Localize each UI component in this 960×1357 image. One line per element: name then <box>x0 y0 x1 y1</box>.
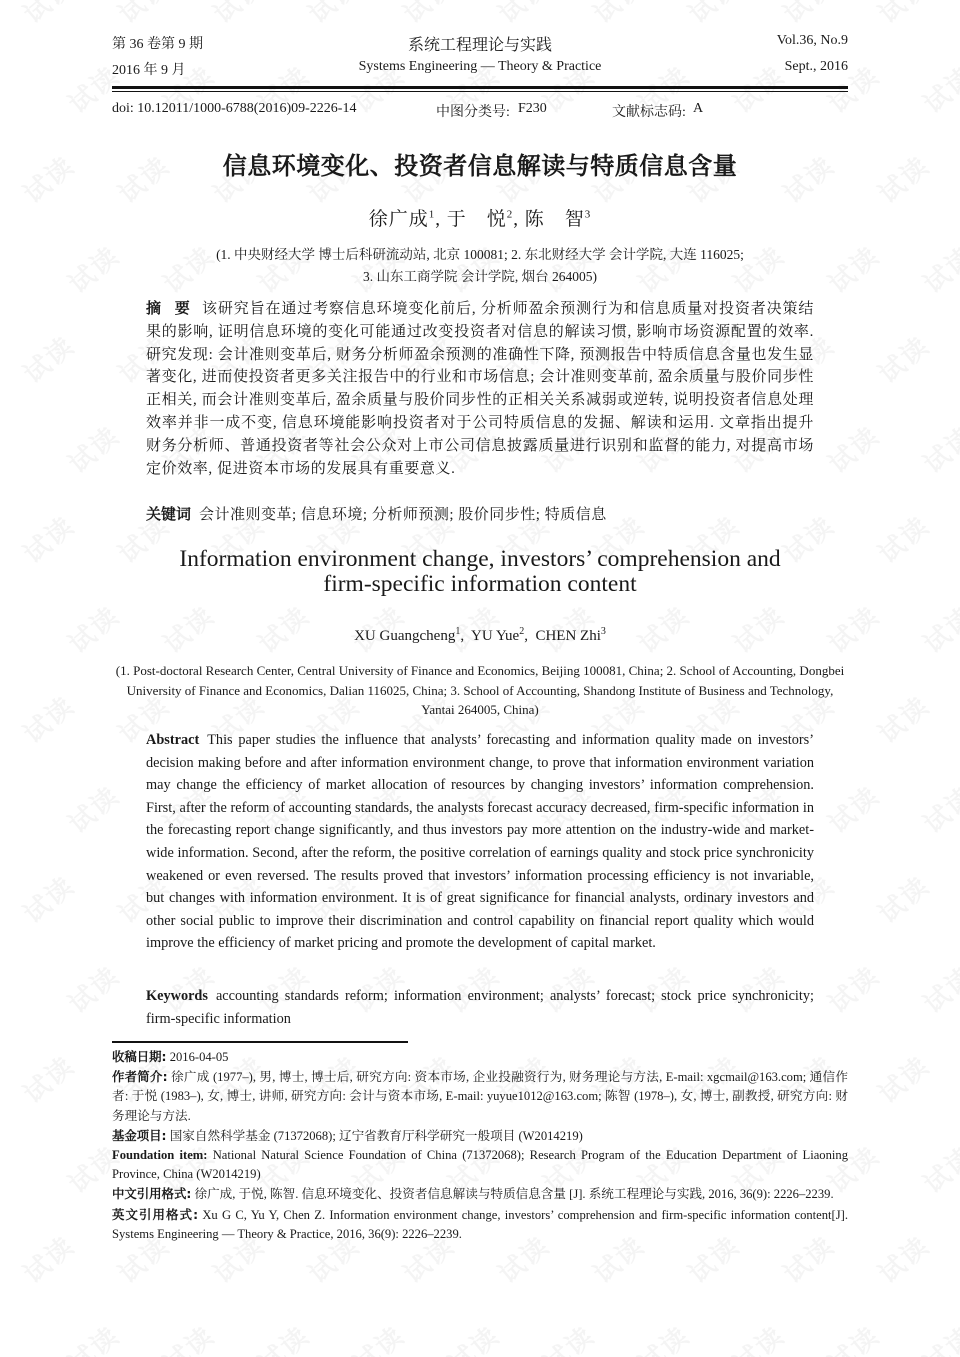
date-cn: 2016 年 9 月 <box>112 63 186 78</box>
journal-name-en: Systems Engineering — Theory & Practice <box>358 59 602 74</box>
keywords-en <box>146 985 814 1030</box>
watermark-text <box>15 866 82 930</box>
watermark-text <box>915 956 960 1020</box>
author-cn: 于 悦 <box>446 209 507 230</box>
watermark-text <box>870 1046 937 1110</box>
watermark-text <box>205 0 272 31</box>
watermark-text <box>250 1316 317 1357</box>
abstract-cn-label: 摘 要 <box>146 299 195 317</box>
keywords-cn-label: 关键词 <box>146 505 192 523</box>
watermark-text <box>820 956 887 1020</box>
watermark-text <box>915 596 960 660</box>
author-en: CHEN Zhi <box>535 628 601 644</box>
watermark-text <box>60 776 127 840</box>
watermark-text <box>630 1316 697 1357</box>
footnotes <box>112 1047 848 1244</box>
watermark-text <box>870 506 937 570</box>
watermark-text <box>870 1226 937 1290</box>
watermark-text <box>820 416 887 480</box>
watermark-text <box>15 1046 82 1110</box>
watermark-text <box>440 1316 507 1357</box>
abstract-cn-text: 该研究旨在通过考察信息环境变化前后, 分析师盈余预测行为和信息质量对投资者决策结果的影响, 证明信息环境的变化可能通过改变投资者对信息的解读习惯, 影响市场资源配置的效率. 研究发现: 会计准则变革后, 财务分析师盈余预测的准确性下降, 预测报告中特质信息含量也发生显著变化, 进而使投资者更多关注报告中的行业和市场信息; 会计准则变革前, 盈余质量与股价同步性正相关, 而会计准则变革后, 盈余质量与股价同步性的正相关关系减弱或逆转, 说明投资者信息处理效率并非一成不变, 信息环境能影响投资者对于公司特质信息的发掘、解读和运用. 文章指出提升财务分析师、普通投资者等社会公众对上市公司信息披露质量进行识别和监督的能力, 对提高市场定价效率, 促进资本市场的发展具有重要意义. <box>146 301 814 477</box>
watermark-text <box>870 866 937 930</box>
affiliations-en: (1. Post-doctoral Research Center, Central University of Finance and Economics, Beijing 100081, China; 2. School of Accounting, Dongbei University of Finance and Economics, Dalian 116025, China; 3. School of Accounting, Shandong Institute of Business and Technology, Yantai 264005, China) <box>115 663 845 717</box>
watermark-text <box>870 146 937 210</box>
watermark-text <box>15 326 82 390</box>
doi: doi: 10.12011/1000-6788(2016)09-2226-14 <box>112 101 357 116</box>
clc-label: 中图分类号: <box>436 105 510 120</box>
affiliations-cn <box>112 244 848 288</box>
watermark-text <box>395 0 462 31</box>
watermark-text <box>15 686 82 750</box>
watermark-text <box>870 326 937 390</box>
watermark-text <box>60 1316 127 1357</box>
date-en: Sept., 2016 <box>784 59 848 74</box>
footnote-fund: 基金项目: 国家自然科学基金 (71372068); 辽宁省教育厅科学研究一般项目 (W2014219) <box>112 1127 583 1143</box>
keywords-cn-text: 会计准则变革; 信息环境; 分析师预测; 股价同步性; 特质信息 <box>199 507 607 523</box>
header-rule-thin <box>112 91 848 92</box>
clc-value: F230 <box>518 101 547 116</box>
watermark-text <box>870 0 937 31</box>
author-en: YU Yue <box>471 628 520 644</box>
doc-code-label: 文献标志码: <box>612 105 686 120</box>
watermark-text <box>915 1316 960 1357</box>
abstract-en-text: This paper studies the influence that analysts’ forecasting and information quality made on investors’ decision making before and after information environment change, to prove that information environment variation may change the efficiency of market allocation of resources by changing investors’ information comprehension. First, after the reform of accounting standards, the analysts forecast accuracy decreased, firm-specific information in the forecasting report change significantly, and thus investors pay more attention on the industry-wide and market-wide information. Second, after the reform, the positive correlation of earnings quality and stock price synchronicity weakened or even reversed. The results proved that investors’ information processing efficiency is not invariable, but changes with information environment. It is of great significance for financial analysts, ordinary investors and other social public to improve their discrimination and control capability on financial report quality which would improve the efficiency of market pricing and promote the development of capital market. <box>146 732 814 952</box>
author-en: XU Guangcheng <box>354 628 456 644</box>
watermark-text <box>775 0 842 31</box>
author-cn: 陈 智 <box>524 209 585 230</box>
watermark-text <box>820 1316 887 1357</box>
author-cn: 徐广成 <box>368 209 429 230</box>
footnote-rule <box>112 1041 408 1043</box>
watermark-text <box>15 0 82 31</box>
footnote-citation-cn: 中文引用格式: 徐广成, 于悦, 陈智. 信息环境变化、投资者信息解读与特质信息含量 [J]. 系统工程理论与实践, 2016, 36(9): 2226–2239. <box>112 1186 834 1202</box>
title-en <box>102 547 858 597</box>
title-en-line-2: firm-specific information content <box>323 571 637 597</box>
watermark-text <box>870 686 937 750</box>
watermark-text <box>820 776 887 840</box>
watermark-text <box>15 146 82 210</box>
watermark-text <box>155 1316 222 1357</box>
watermark-text <box>15 1226 82 1290</box>
watermark-text <box>915 776 960 840</box>
header-rule-thick <box>112 86 848 89</box>
watermark-text <box>915 56 960 120</box>
volume-issue-en: Vol.36, No.9 <box>776 33 848 48</box>
abstract-cn <box>146 297 814 480</box>
watermark-text <box>300 0 367 31</box>
keywords-en-label: Keywords <box>146 988 208 1004</box>
abstract-en <box>146 729 814 955</box>
title-en-line-1: Information environment change, investors’ comprehension and <box>179 546 781 572</box>
watermark-text <box>915 236 960 300</box>
watermark-text <box>60 416 127 480</box>
authors-en: XU Guangcheng$^1$, YU Yue$^2$, CHEN Zhi$^3$ <box>354 626 606 644</box>
watermark-text <box>15 506 82 570</box>
keywords-en-text: accounting standards reform; information environment; analysts’ forecast; stock price synchronicity; firm-specific information <box>146 988 814 1027</box>
watermark-text <box>345 1316 412 1357</box>
doc-code-value: A <box>693 101 704 116</box>
journal-name-cn: 系统工程理论与实践 <box>407 37 552 54</box>
abstract-en-label: Abstract <box>146 732 200 748</box>
volume-issue-cn: 第 36 卷第 9 期 <box>112 37 203 52</box>
watermark-text <box>680 0 747 31</box>
footnote-received: 收稿日期: 2016-04-05 <box>112 1049 229 1064</box>
watermark-text <box>110 0 177 31</box>
watermark-text <box>585 0 652 31</box>
affiliation-cn-line-2: 3. 山东工商学院 会计学院, 烟台 264005) <box>363 269 597 284</box>
watermark-text <box>915 1136 960 1200</box>
keywords-cn <box>146 503 814 524</box>
footnote-author-bio: 作者简介: 徐广成 (1977–), 男, 博士, 博士后, 研究方向: 资本市场, 企业投融资行为, 财务理论与方法, E-mail: xgcmail@163.com; 通信作者: 于悦 (1983–), 女, 博士, 讲师, 研究方向: 会计与资本市场, E-mail: yuyue1012@163.com; 陈智 (1978–), 女, 博士, 副教授, 研究方向: 财务理论与方法. <box>112 1069 848 1123</box>
affiliation-cn-line-1: (1. 中央财经大学 博士后科研流动站, 北京 100081; 2. 东北财经大学 会计学院, 大连 116025; <box>216 247 744 262</box>
watermark-text <box>915 416 960 480</box>
watermark-text <box>60 956 127 1020</box>
footnote-foundation-en: Foundation item: National Natural Science Foundation of China (71372068); Research Program of the Education Department of Liaoning Province, China (W2014219) <box>112 1148 848 1182</box>
watermark-text <box>725 1316 792 1357</box>
watermark-text <box>490 0 557 31</box>
footnote-citation-en: 英文引用格式: Xu G C, Yu Y, Chen Z. Information environment change, investors’ comprehension and firm-specific information content[J]. Systems Engineering — Theory & Practice, 2016, 36(9): 2226–2239. <box>112 1206 848 1241</box>
title-cn: 信息环境变化、投资者信息解读与特质信息含量 <box>222 152 738 180</box>
authors-cn: 徐广成$^1$, 于 悦$^2$, 陈 智$^3$ <box>368 208 592 230</box>
watermark-text <box>535 1316 602 1357</box>
